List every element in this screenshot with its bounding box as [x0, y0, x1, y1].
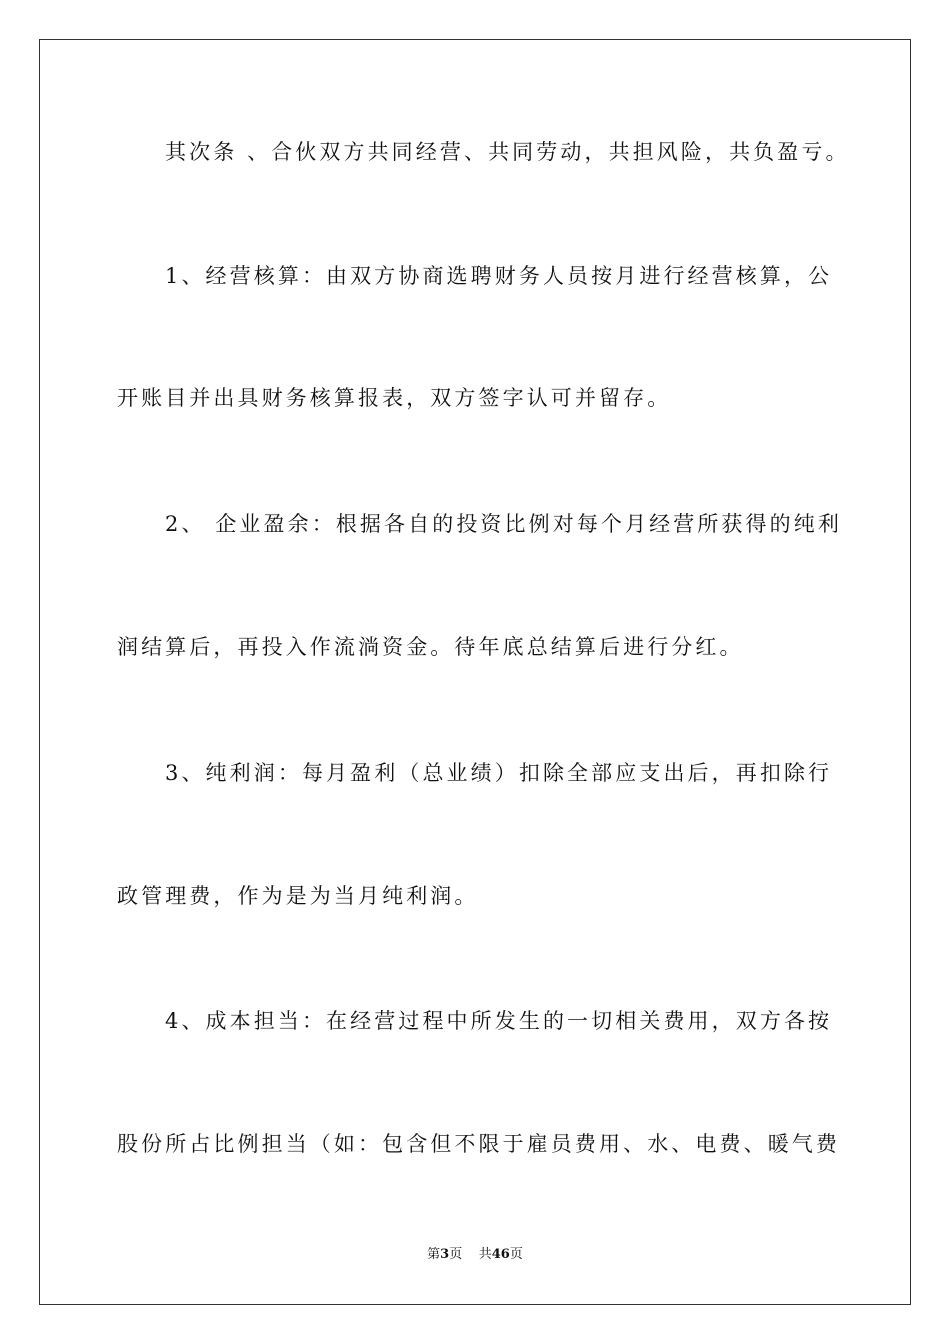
footer-total-prefix: 共: [478, 1247, 492, 1262]
paragraph-line-2: 1、经营核算：由双方协商选聘财务人员按月进行经营核算，公: [165, 264, 833, 288]
footer-total-suffix: 页: [509, 1247, 523, 1262]
footer-page-prefix: 第: [427, 1247, 441, 1262]
paragraph-line-1: 其次条 、合伙双方共同经营、共同劳动，共担风险，共负盈亏。: [165, 140, 850, 164]
paragraph-line-3: 开账目并出具财务核算报表，双方签字认可并留存。: [117, 386, 672, 410]
footer-page-suffix: 页: [449, 1247, 463, 1262]
paragraph-line-5: 润结算后，再投入作流淌资金。待年底总结算后进行分红。: [117, 635, 744, 659]
footer-page-number: 3: [440, 1247, 450, 1262]
page-footer: [0, 1246, 950, 1264]
paragraph-line-7: 政管理费，作为是为当月纯利润。: [117, 884, 479, 908]
page-border: [39, 39, 911, 1305]
paragraph-line-6: 3、纯利润：每月盈利（总业绩）扣除全部应支出后，再扣除行: [165, 761, 833, 785]
paragraph-line-4: 2、 企业盈余：根据各自的投资比例对每个月经营所获得的纯利: [165, 512, 842, 536]
footer-total-pages: 46: [491, 1247, 510, 1262]
paragraph-line-8: 4、成本担当：在经营过程中所发生的一切相关费用，双方各按: [165, 1009, 833, 1033]
paragraph-line-9: 股份所占比例担当（如：包含但不限于雇员费用、水、电费、暖气费: [117, 1132, 840, 1156]
